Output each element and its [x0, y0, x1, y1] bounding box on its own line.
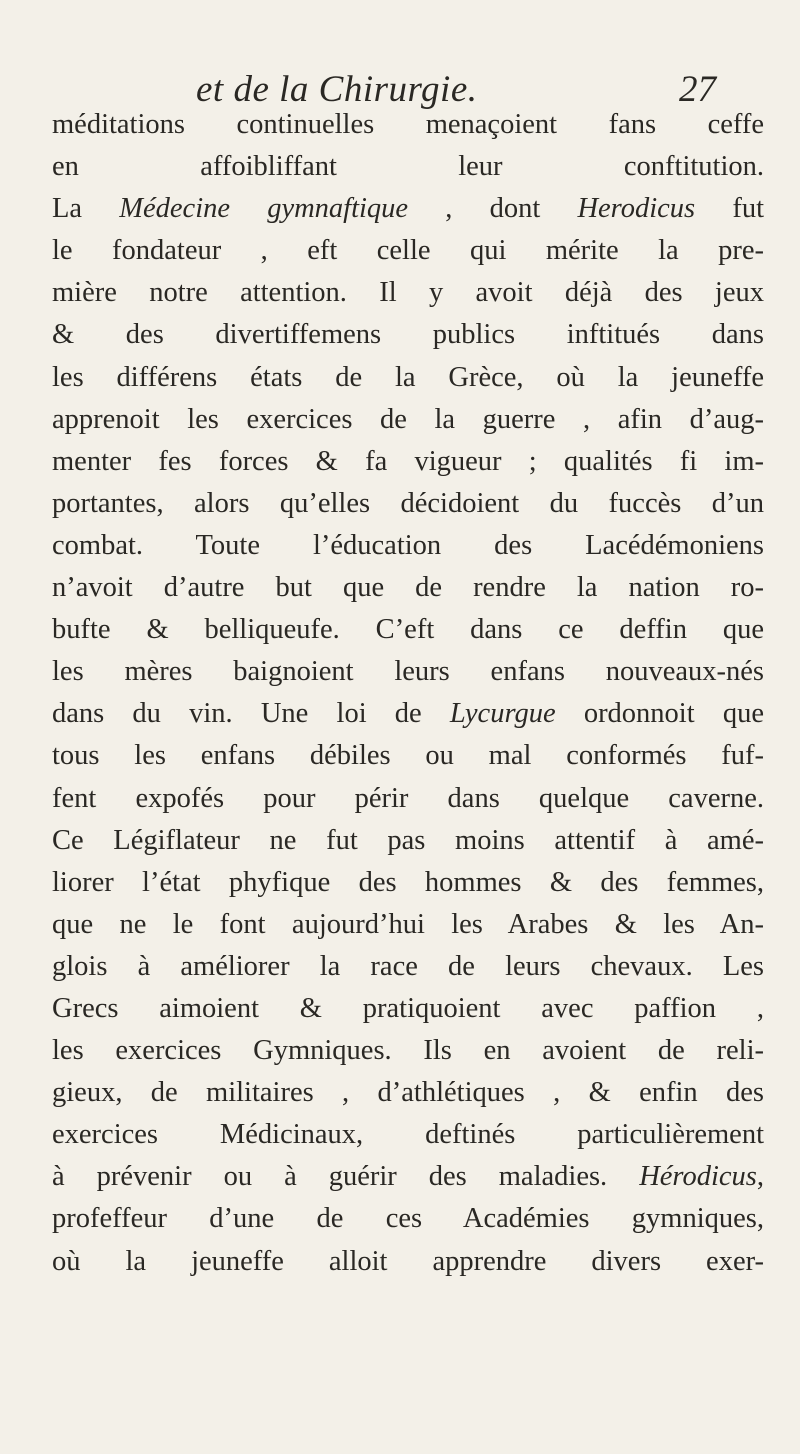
text-segment: que ne le font aujourd’hui les Arabes & les An- [52, 908, 764, 940]
text-line [52, 1198, 764, 1240]
text-line [52, 1030, 764, 1072]
text-line [52, 1072, 764, 1114]
text-line [52, 1156, 764, 1198]
text-segment: méditations continuelles menaçoient fans ceffe [52, 109, 764, 140]
text-segment: mière notre attention. Il y avoit déjà des jeux [52, 277, 764, 309]
text-segment: les mères baignoient leurs enfans nouveaux-nés [52, 656, 764, 688]
text-segment: , dont [408, 193, 578, 225]
text-segment: , [756, 1161, 764, 1193]
page-number: 27 [679, 69, 716, 110]
body-text [52, 104, 764, 1283]
text-line [52, 567, 764, 609]
text-line [52, 1114, 764, 1156]
text-segment: tous les enfans débiles ou mal conformés fuf- [52, 740, 764, 772]
text-line [52, 146, 764, 188]
text-line [52, 525, 764, 567]
text-segment: La [52, 193, 120, 225]
text-segment: combat. Toute l’éducation des Lacédémoniens [52, 529, 764, 561]
text-segment: menter fes forces & fa vigueur ; qualités fi im- [52, 445, 764, 477]
italic-text: Herodicus [577, 193, 696, 225]
text-segment: les différens états de la Grèce, où la jeuneffe [52, 361, 764, 393]
text-segment: exercices Médicinaux, deftinés particulièrement [52, 1119, 764, 1151]
text-line [52, 399, 764, 441]
text-segment: où la jeuneffe alloit apprendre divers exer- [52, 1245, 764, 1277]
text-segment: liorer l’état phyfique des hommes & des femmes, [52, 866, 764, 898]
text-segment: portantes, alors qu’elles décidoient du fuccès d’un [52, 487, 764, 519]
text-line [52, 188, 764, 230]
text-segment: ordonnoit que [555, 698, 764, 730]
text-line [52, 230, 764, 272]
text-segment: profeffeur d’une de ces Académies gymniques, [52, 1203, 764, 1235]
text-line [52, 735, 764, 777]
text-segment: Ce Légiflateur ne fut pas moins attentif à amé- [52, 824, 764, 856]
text-segment: les exercices Gymniques. Ils en avoient de reli- [52, 1035, 764, 1067]
text-segment: Grecs aimoient & pratiquoient avec paffion , [52, 992, 764, 1024]
text-segment: le fondateur , eft celle qui mérite la pre- [52, 235, 764, 267]
text-line [52, 1241, 764, 1283]
text-segment: fent expofés pour périr dans quelque caverne. [52, 782, 764, 814]
text-line [52, 104, 764, 146]
text-segment: fut [695, 193, 764, 225]
text-segment: dans du vin. Une loi de [52, 698, 450, 730]
text-segment: à prévenir ou à guérir des maladies. [52, 1161, 640, 1193]
italic-text: Hérodicus [639, 1161, 757, 1193]
text-line [52, 314, 764, 356]
text-line [52, 441, 764, 483]
text-line [52, 272, 764, 314]
text-line [52, 693, 764, 735]
text-line [52, 862, 764, 904]
text-line [52, 609, 764, 651]
text-segment: n’avoit d’autre but que de rendre la nation ro- [52, 572, 764, 604]
text-line [52, 778, 764, 820]
italic-text: Médecine gymnaftique [119, 193, 409, 225]
text-line [52, 651, 764, 693]
text-line [52, 904, 764, 946]
text-segment: apprenoit les exercices de la guerre , afin d’aug- [52, 403, 764, 435]
text-line [52, 946, 764, 988]
text-segment: bufte & belliqueufe. C’eft dans ce deffin que [52, 614, 764, 646]
text-segment: gieux, de militaires , d’athlétiques , & enfin des [52, 1077, 764, 1109]
text-segment: en affoibliffant leur conftitution. [52, 151, 764, 183]
running-title: et de la Chirurgie. [196, 69, 478, 110]
text-line [52, 483, 764, 525]
text-line [52, 988, 764, 1030]
italic-text: Lycurgue [449, 698, 556, 730]
text-segment: & des divertiffemens publics inftitués dans [52, 319, 764, 351]
text-segment: glois à améliorer la race de leurs chevaux. Les [52, 950, 764, 982]
text-line [52, 357, 764, 399]
text-line [52, 820, 764, 862]
